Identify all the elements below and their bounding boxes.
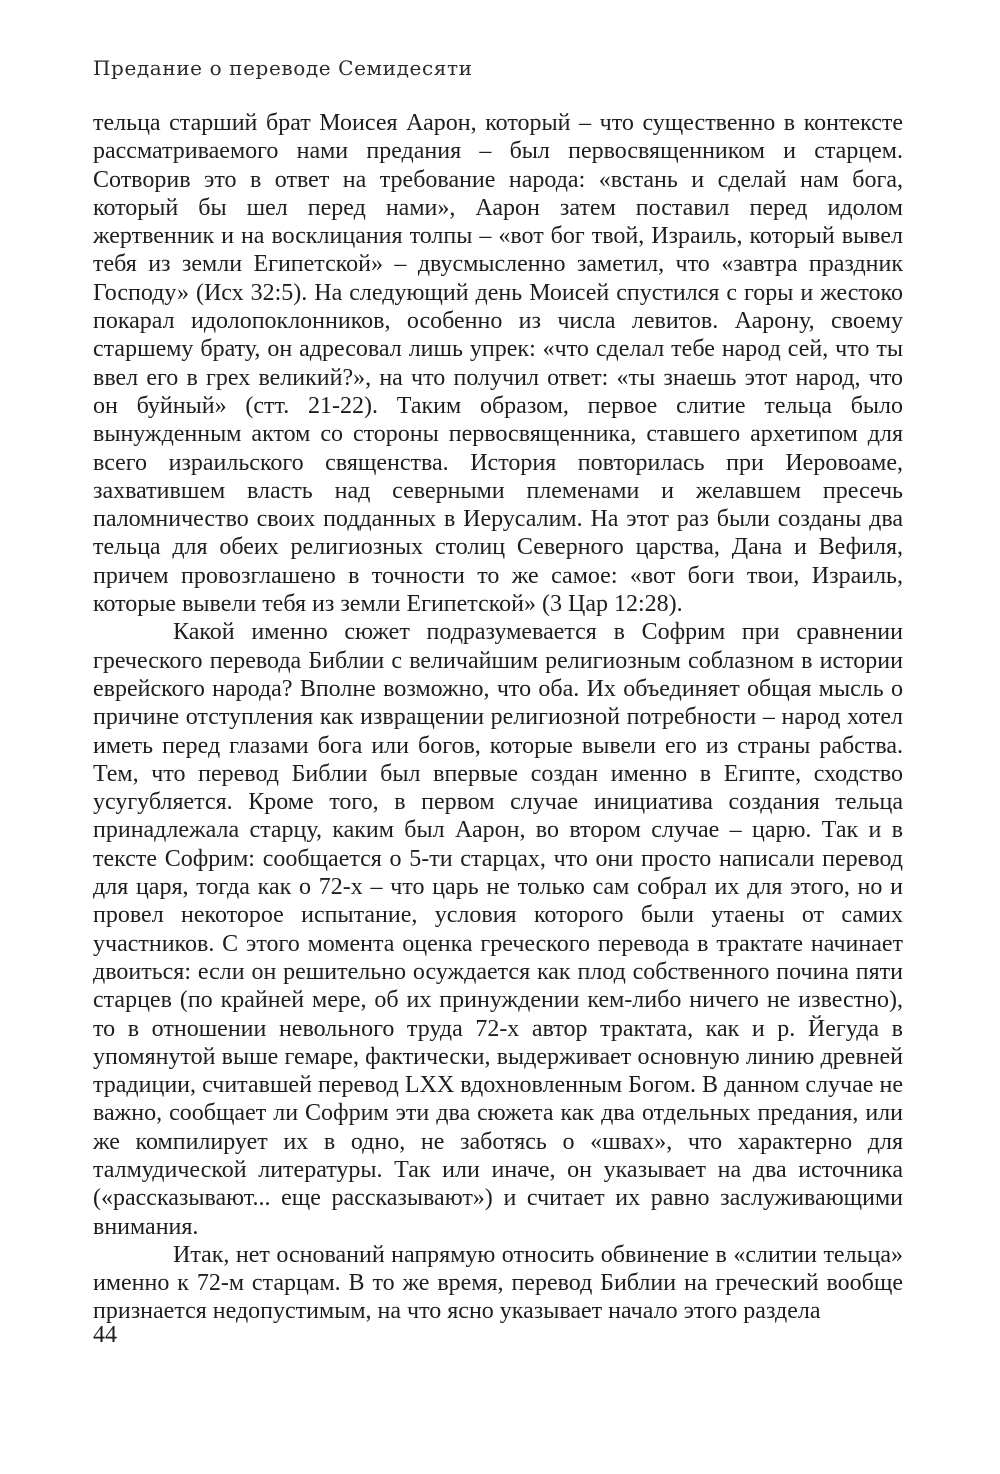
body-text: [93, 109, 903, 1326]
page-number: 44: [93, 1322, 117, 1348]
running-head: Предание о переводе Семидесяти: [93, 56, 473, 80]
paragraph-continuation: тельца старший брат Моисея Аарон, который – что существенно в контексте рассматриваемого нами предания – был первосвященником и старцем. Сотворив это в ответ на требование народа: «встань и сделай нам бога, который бы шел перед нами», Аарон затем поставил перед идолом жертвенник и на восклицания толпы – «вот бог твой, Израиль, который вывел тебя из земли Египетской» – двусмысленно заметил, что «завтра праздник Господу» (Исх 32:5). На следующий день Моисей спустился с горы и жестоко покарал идолопоклонников, особенно из числа левитов. Аарону, своему старшему брату, он адресовал лишь упрек: «что сделал тебе народ сей, что ты ввел его в грех великий?», на что получил ответ: «ты знаешь этот народ, что он буйный» (стт. 21-22). Таким образом, первое слитие тельца было вынужденным актом со стороны первосвященника, ставшего архетипом для всего израильского священства. История повторилась при Иеровоаме, захватившем власть над северными племенами и желавшем пресечь паломничество своих подданных в Иерусалим. На этот раз были созданы два тельца для обеих религиозных столиц Северного царства, Дана и Вефиля, причем провозглашено в точности то же самое: «вот боги твои, Израиль, которые вывели тебя из земли Египетской» (3 Цар 12:28).: [93, 110, 903, 618]
paragraph-sofrim-comparison: Какой именно сюжет подразумевается в Софрим при сравнении греческого перевода Библии с величайшим религиозным соблазном в истории еврейского народа? Вполне возможно, что оба. Их объединяет общая мысль о причине отступления как извращении религиозной потребности – народ хотел иметь перед глазами бога или богов, которые вывели его из страны рабства. Тем, что перевод Библии был впервые создан именно в Египте, сходство усугубляется. Кроме того, в первом случае инициатива создания тельца принадлежала старцу, каким был Аарон, во втором случае – царю. Так и в тексте Софрим: сообщается о 5-ти старцах, что они просто написали перевод для царя, тогда как о 72-х – что царь не только сам собрал их для этого, но и провел некоторое испытание, условия которого были утаены от самих участников. С этого момента оценка греческого перевода в трактате начинает двоиться: если он решительно осуждается как плод собственного почина пяти старцев (по крайней мере, об их принуждении кем-либо ничего не известно), то в отношении невольного труда 72-х автор трактата, как и р. Йегуда в упомянутой выше гемаре, фактически, выдерживает основную линию древней традиции, считавшей перевод LXX вдохновленным Богом. В данном случае не важно, сообщает ли Софрим эти два сюжета как два отдельных предания, или же компилирует их в одно, не заботясь о «швах», что характерно для талмудической литературы. Так или иначе, он указывает на два источника («рассказывают... еще рассказывают») и считает их равно заслуживающими внимания.: [93, 619, 903, 1240]
paragraph-conclusion: Итак, нет оснований напрямую относить обвинение в «слитии тельца» именно к 72-м старцам. В то же время, перевод Библии на греческий вообще признается недопустимым, на что ясно указывает начало этого раздела: [93, 1241, 903, 1325]
